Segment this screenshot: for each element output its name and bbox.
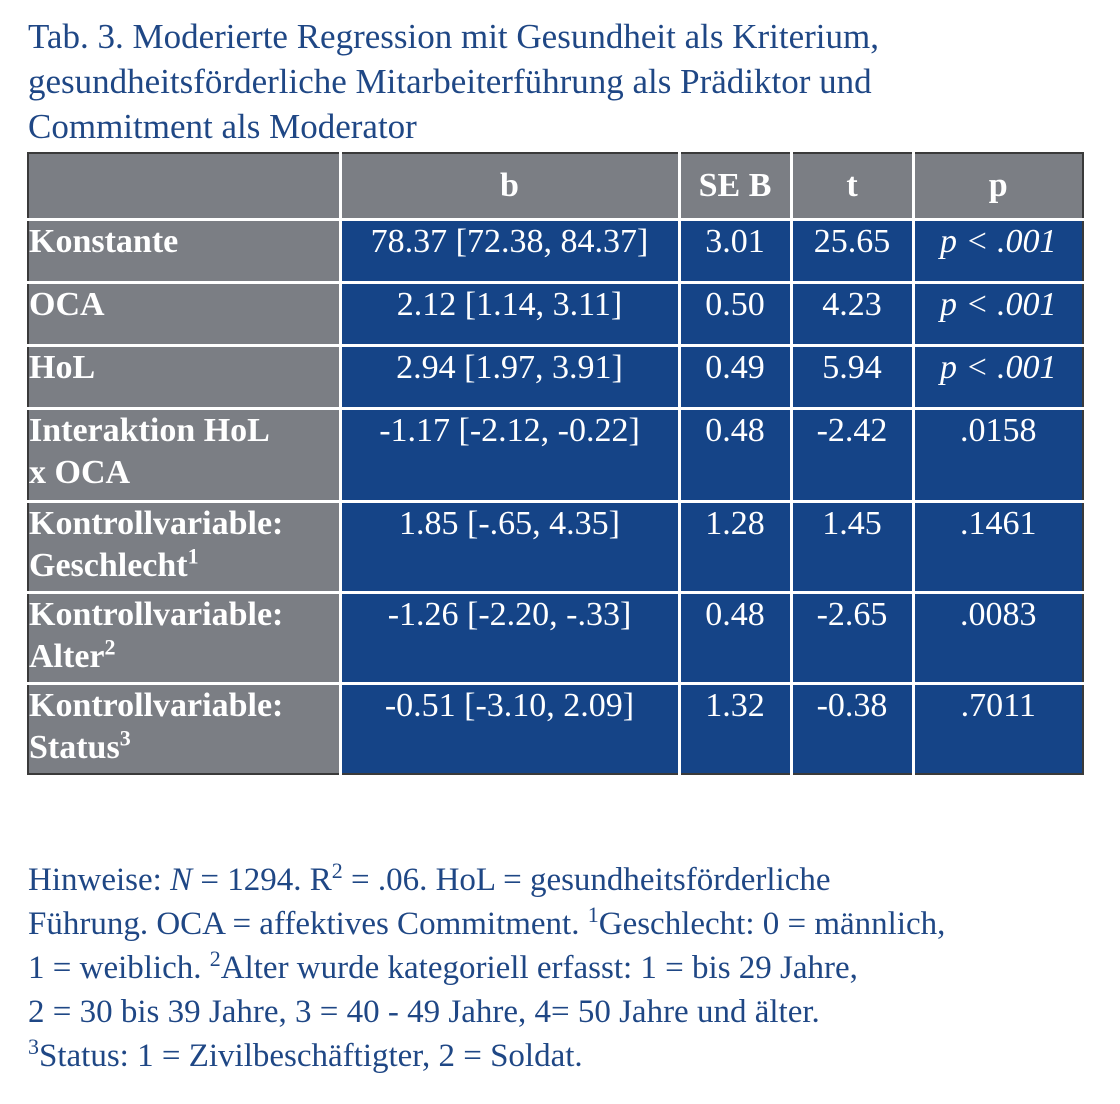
notes-text: = .06. HoL = gesundheitsförderliche bbox=[342, 862, 831, 898]
table-row bbox=[28, 502, 1083, 593]
table-header-row bbox=[28, 153, 1083, 220]
table-caption bbox=[28, 14, 1088, 149]
footnote-marker: 3 bbox=[119, 725, 131, 751]
notes-text: Geschlecht: 0 = männlich, bbox=[598, 906, 946, 942]
cell-se: 0.49 bbox=[679, 346, 791, 409]
cell-se: 0.48 bbox=[679, 593, 791, 684]
cell-se: 0.50 bbox=[679, 283, 791, 346]
header-b: b bbox=[340, 153, 679, 220]
cell-t: 5.94 bbox=[791, 346, 913, 409]
notes-superscript: 2 bbox=[209, 946, 221, 971]
cell-t: 1.45 bbox=[791, 502, 913, 593]
cell-p: .1461 bbox=[913, 502, 1083, 593]
cell-se: 1.32 bbox=[679, 684, 791, 775]
notes-line-5 bbox=[28, 1034, 1098, 1078]
caption-line-3: Commitment als Moderator bbox=[28, 107, 417, 146]
notes-text: Alter wurde kategoriell erfasst: 1 = bis 29 Jahre, bbox=[220, 950, 858, 986]
row-label-text-2: Status bbox=[29, 729, 120, 766]
notes-superscript: 2 bbox=[331, 858, 343, 883]
header-se-b: SE B bbox=[679, 153, 791, 220]
row-label bbox=[28, 684, 340, 775]
cell-p: p < .001 bbox=[913, 283, 1083, 346]
cell-b: 1.85 [-.65, 4.35] bbox=[340, 502, 679, 593]
notes-n-symbol: N bbox=[170, 862, 193, 898]
notes-text: Hinweise: bbox=[28, 862, 171, 898]
notes-line-3 bbox=[28, 946, 1098, 990]
cell-b: -1.26 [-2.20, -.33] bbox=[340, 593, 679, 684]
notes-text: = 1294. R bbox=[192, 862, 332, 898]
row-label-text: Interaktion HoL bbox=[29, 412, 270, 449]
notes-superscript: 1 bbox=[587, 902, 599, 927]
table-row bbox=[28, 684, 1083, 775]
notes-line-1 bbox=[28, 858, 1098, 902]
cell-se: 1.28 bbox=[679, 502, 791, 593]
cell-b: -1.17 [-2.12, -0.22] bbox=[340, 409, 679, 502]
header-p: p bbox=[913, 153, 1083, 220]
row-label-text-2: x OCA bbox=[29, 454, 131, 491]
notes-line-4: 2 = 30 bis 39 Jahre, 3 = 40 - 49 Jahre, 4= 50 Jahre und älter. bbox=[28, 994, 820, 1030]
row-label-text: HoL bbox=[29, 349, 96, 386]
header-t: t bbox=[791, 153, 913, 220]
regression-table bbox=[27, 152, 1084, 775]
cell-t: -0.38 bbox=[791, 684, 913, 775]
cell-b: 2.94 [1.97, 3.91] bbox=[340, 346, 679, 409]
row-label bbox=[28, 593, 340, 684]
cell-p: .7011 bbox=[913, 684, 1083, 775]
row-label-text: Kontrollvariable: bbox=[29, 596, 284, 633]
row-label-text: Kontrollvariable: bbox=[29, 505, 284, 542]
cell-p: .0083 bbox=[913, 593, 1083, 684]
table-row bbox=[28, 220, 1083, 283]
row-label-text-2: Alter bbox=[29, 638, 105, 675]
cell-b: 78.37 [72.38, 84.37] bbox=[340, 220, 679, 283]
row-label bbox=[28, 346, 340, 409]
row-label bbox=[28, 502, 340, 593]
cell-b: -0.51 [-3.10, 2.09] bbox=[340, 684, 679, 775]
caption-line-1: Tab. 3. Moderierte Regression mit Gesundheit als Kriterium, bbox=[28, 17, 879, 56]
cell-se: 0.48 bbox=[679, 409, 791, 502]
row-label bbox=[28, 220, 340, 283]
notes-text: 1 = weiblich. bbox=[28, 950, 210, 986]
cell-b: 2.12 [1.14, 3.11] bbox=[340, 283, 679, 346]
row-label-text: OCA bbox=[29, 286, 105, 323]
cell-t: -2.65 bbox=[791, 593, 913, 684]
cell-se: 3.01 bbox=[679, 220, 791, 283]
table-row bbox=[28, 283, 1083, 346]
row-label-text-2: Geschlecht bbox=[29, 547, 188, 584]
header-empty bbox=[28, 153, 340, 220]
row-label-text: Konstante bbox=[29, 223, 179, 260]
notes-text: Status: 1 = Zivilbeschäftigter, 2 = Soldat. bbox=[39, 1038, 583, 1074]
table-notes bbox=[28, 858, 1098, 1078]
cell-p: p < .001 bbox=[913, 346, 1083, 409]
notes-text: Führung. OCA = affektives Commitment. bbox=[28, 906, 588, 942]
row-label bbox=[28, 283, 340, 346]
cell-t: 25.65 bbox=[791, 220, 913, 283]
row-label bbox=[28, 409, 340, 502]
cell-p: p < .001 bbox=[913, 220, 1083, 283]
caption-line-2: gesundheitsförderliche Mitarbeiterführung als Prädiktor und bbox=[28, 62, 872, 101]
table-row bbox=[28, 346, 1083, 409]
row-label-text: Kontrollvariable: bbox=[29, 687, 284, 724]
notes-line-2 bbox=[28, 902, 1098, 946]
notes-superscript: 3 bbox=[28, 1034, 39, 1059]
cell-t: -2.42 bbox=[791, 409, 913, 502]
cell-p: .0158 bbox=[913, 409, 1083, 502]
footnote-marker: 1 bbox=[187, 543, 199, 569]
footnote-marker: 2 bbox=[104, 634, 116, 660]
cell-t: 4.23 bbox=[791, 283, 913, 346]
table-row bbox=[28, 409, 1083, 502]
table-row bbox=[28, 593, 1083, 684]
